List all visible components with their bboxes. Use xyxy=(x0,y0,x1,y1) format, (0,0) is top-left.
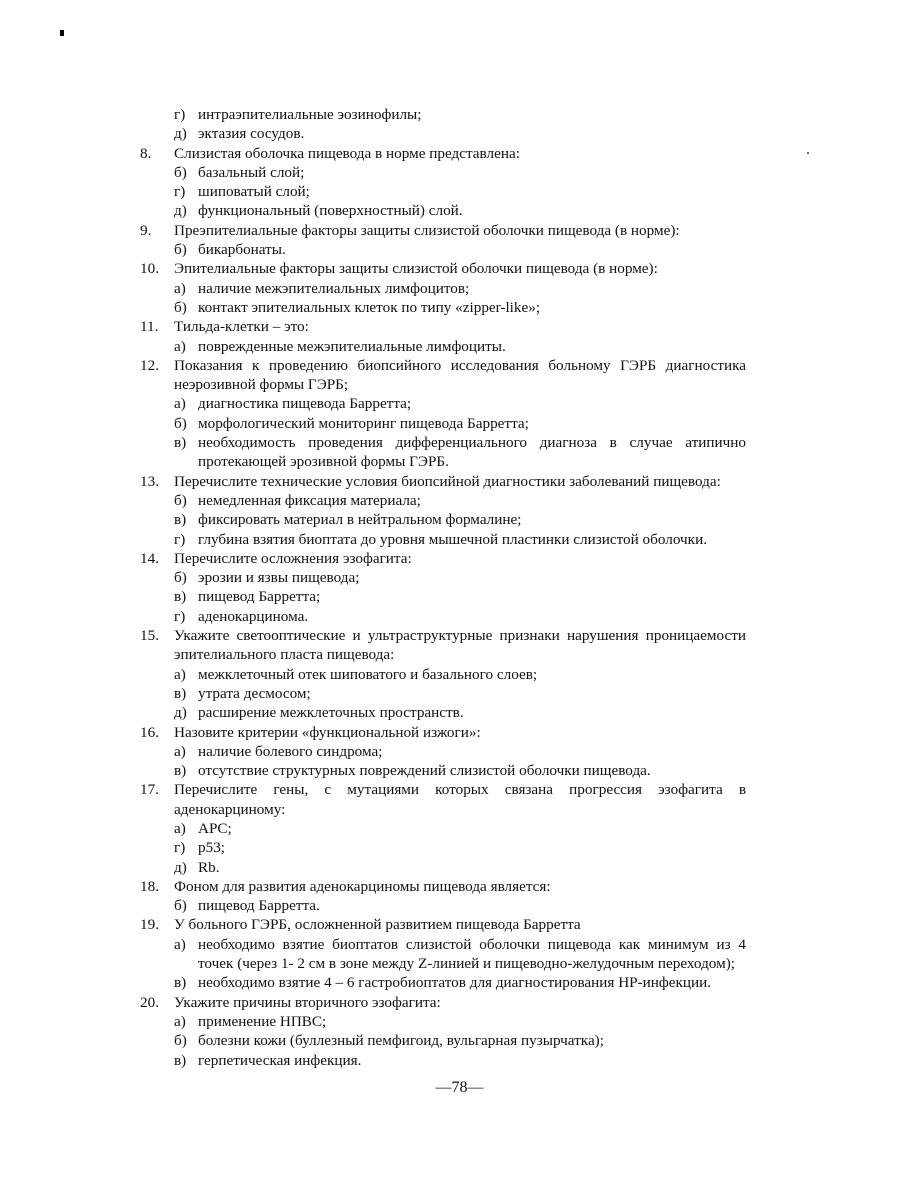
answer-letter: б) xyxy=(174,241,187,259)
answer-option xyxy=(174,163,746,182)
question-item xyxy=(140,780,746,819)
answer-letter: б) xyxy=(174,414,187,432)
question-number: 15. xyxy=(140,627,159,645)
answer-option xyxy=(174,182,746,201)
answer-option xyxy=(174,240,746,259)
answer-option xyxy=(174,742,746,761)
answer-text: p53; xyxy=(198,839,226,857)
question-number: 13. xyxy=(140,472,159,490)
answer-option xyxy=(174,838,746,857)
question-text: Перечислите технические условия биопсийной диагностики заболеваний пищевода: xyxy=(174,472,721,490)
answer-option xyxy=(174,337,746,356)
answer-text: необходимость проведения дифференциального диагноза в случае атипично протекающей эрозивной формы ГЭРБ. xyxy=(198,434,746,471)
answer-option xyxy=(174,279,746,298)
answer-letter: д) xyxy=(174,704,187,722)
answer-text: морфологический мониторинг пищевода Барретта; xyxy=(198,414,529,432)
answer-text: аденокарцинома. xyxy=(198,607,309,625)
answer-text: диагностика пищевода Барретта; xyxy=(198,395,412,413)
question-item xyxy=(140,221,746,240)
answer-text: функциональный (поверхностный) слой. xyxy=(198,202,463,220)
question-number: 16. xyxy=(140,723,159,741)
answer-option xyxy=(174,703,746,722)
question-number: 19. xyxy=(140,916,159,934)
answer-letter: г) xyxy=(174,530,186,548)
answer-letter: б) xyxy=(174,569,187,587)
answer-text: эктазия сосудов. xyxy=(198,125,305,143)
page-content xyxy=(140,105,746,1070)
answer-text: контакт эпителиальных клеток по типу «zipper-like»; xyxy=(198,298,541,316)
answer-option xyxy=(174,394,746,413)
answer-letter: б) xyxy=(174,163,187,181)
answer-letter: б) xyxy=(174,491,187,509)
scan-speck xyxy=(60,30,64,36)
answer-text: необходимо взятие биоптатов слизистой оболочки пищевода как минимум из 4 точек (через 1- 2 см в зоне между Z-линией и пищеводно-желудочным переходом); xyxy=(198,935,746,973)
answer-option xyxy=(174,433,746,472)
answer-option xyxy=(174,684,746,703)
answer-option xyxy=(174,665,746,684)
answer-option xyxy=(174,819,746,838)
answer-letter: в) xyxy=(174,762,187,780)
answer-text: немедленная фиксация материала; xyxy=(198,491,421,509)
answer-letter: в) xyxy=(174,1051,187,1069)
answer-letter: в) xyxy=(174,684,187,702)
question-text: Назовите критерии «функциональной изжоги»: xyxy=(174,723,481,741)
answer-letter: д) xyxy=(174,202,187,220)
question-item xyxy=(140,723,746,742)
answer-letter: в) xyxy=(174,511,187,529)
answer-text: отсутствие структурных повреждений слизистой оболочки пищевода. xyxy=(198,762,651,780)
answer-text: пищевод Барретта. xyxy=(198,897,320,915)
answer-option xyxy=(174,973,746,992)
answer-option xyxy=(174,1031,746,1050)
question-item xyxy=(140,259,746,278)
answer-option xyxy=(174,1012,746,1031)
answer-letter: а) xyxy=(174,665,186,683)
question-number: 8. xyxy=(140,144,152,162)
question-item xyxy=(140,915,746,934)
answer-option xyxy=(174,858,746,877)
question-text: Эпителиальные факторы защиты слизистой оболочки пищевода (в норме): xyxy=(174,260,658,278)
answer-text: герпетическая инфекция. xyxy=(198,1051,362,1069)
answer-letter: б) xyxy=(174,1032,187,1050)
answer-text: эрозии и язвы пищевода; xyxy=(198,569,360,587)
question-item xyxy=(140,356,746,395)
answer-option xyxy=(174,568,746,587)
question-text: Перечислите осложнения эзофагита: xyxy=(174,549,412,567)
question-text: Фоном для развития аденокарциномы пищевода является: xyxy=(174,877,551,895)
answer-option xyxy=(174,510,746,529)
answer-letter: д) xyxy=(174,125,187,143)
answer-option xyxy=(174,935,746,974)
answer-text: глубина взятия биоптата до уровня мышечной пластинки слизистой оболочки. xyxy=(198,530,707,548)
answer-text: болезни кожи (буллезный пемфигоид, вульгарная пузырчатка); xyxy=(198,1032,604,1050)
answer-text: Rb. xyxy=(198,858,220,876)
page-number: —78— xyxy=(435,1079,484,1096)
answer-letter: г) xyxy=(174,106,186,123)
question-text: Перечислите гены, с мутациями которых связана прогрессия эзофагита в аденокарциному: xyxy=(174,781,746,818)
question-text: Тильда-клетки – это: xyxy=(174,318,309,336)
answer-letter: в) xyxy=(174,434,187,452)
answer-letter: а) xyxy=(174,395,186,413)
question-item xyxy=(140,877,746,896)
answer-option xyxy=(174,607,746,626)
answer-letter: а) xyxy=(174,279,186,297)
answer-text: фиксировать материал в нейтральном формалине; xyxy=(198,511,522,529)
question-item xyxy=(140,317,746,336)
question-item xyxy=(140,549,746,568)
answer-option xyxy=(174,201,746,220)
answer-letter: а) xyxy=(174,935,186,953)
answer-text: наличие болевого синдрома; xyxy=(198,742,383,760)
answer-option xyxy=(174,298,746,317)
question-item xyxy=(140,144,746,163)
answer-option xyxy=(174,491,746,510)
answer-option xyxy=(174,105,746,124)
question-number: 17. xyxy=(140,781,159,799)
question-text: Показания к проведению биопсийного исследования больному ГЭРБ диагностика неэрозивной формы ГЭРБ; xyxy=(174,356,746,394)
question-item xyxy=(140,472,746,491)
answer-text: шиповатый слой; xyxy=(198,183,310,201)
answer-letter: в) xyxy=(174,588,187,606)
answer-letter: а) xyxy=(174,1012,186,1030)
question-number: 9. xyxy=(140,221,152,239)
answer-letter: д) xyxy=(174,858,187,876)
answer-option xyxy=(174,414,746,433)
answer-option xyxy=(174,587,746,606)
question-text: Укажите светооптические и ультраструктурные признаки нарушения проницаемости эпителиального пласта пищевода: xyxy=(174,627,746,664)
question-number: 14. xyxy=(140,549,159,567)
answer-option xyxy=(174,124,746,143)
question-text: Преэпителиальные факторы защиты слизистой оболочки пищевода (в норме): xyxy=(174,221,680,239)
answer-option xyxy=(174,761,746,780)
question-number: 10. xyxy=(140,260,159,278)
answer-text: наличие межэпителиальных лимфоцитов; xyxy=(198,279,470,297)
answer-text: базальный слой; xyxy=(198,163,305,181)
answer-text: межклеточный отек шиповатого и базального слоев; xyxy=(198,665,538,683)
answer-letter: б) xyxy=(174,897,187,915)
question-number: 18. xyxy=(140,877,159,895)
answer-text: применение НПВС; xyxy=(198,1012,327,1030)
scan-dot xyxy=(807,152,809,154)
answer-letter: б) xyxy=(174,298,187,316)
answer-text: необходимо взятие 4 – 6 гастробиоптатов для диагностирования HP-инфекции. xyxy=(198,974,712,992)
answer-letter: в) xyxy=(174,974,187,992)
question-text: Укажите причины вторичного эзофагита: xyxy=(174,993,441,1011)
question-number: 20. xyxy=(140,993,159,1011)
question-item xyxy=(140,626,746,665)
answer-letter: а) xyxy=(174,819,186,837)
answer-option xyxy=(174,1051,746,1070)
answer-letter: г) xyxy=(174,183,186,201)
answer-text: бикарбонаты. xyxy=(198,241,286,259)
answer-letter: а) xyxy=(174,742,186,760)
question-number: 11. xyxy=(140,318,159,336)
answer-letter: г) xyxy=(174,607,186,625)
answer-option xyxy=(174,896,746,915)
answer-text: интраэпителиальные эозинофилы; xyxy=(198,106,422,123)
question-item xyxy=(140,993,746,1012)
answer-text: поврежденные межэпителиальные лимфоциты. xyxy=(198,337,506,355)
answer-option xyxy=(174,530,746,549)
answer-letter: г) xyxy=(174,839,186,857)
answer-text: APC; xyxy=(198,819,232,837)
answer-text: утрата десмосом; xyxy=(198,684,311,702)
answer-text: расширение межклеточных пространств. xyxy=(198,704,464,722)
question-text: Слизистая оболочка пищевода в норме представлена: xyxy=(174,144,520,162)
question-text: У больного ГЭРБ, осложненной развитием пищевода Барретта xyxy=(174,916,581,934)
question-number: 12. xyxy=(140,356,159,374)
answer-letter: а) xyxy=(174,337,186,355)
answer-text: пищевод Барретта; xyxy=(198,588,321,606)
